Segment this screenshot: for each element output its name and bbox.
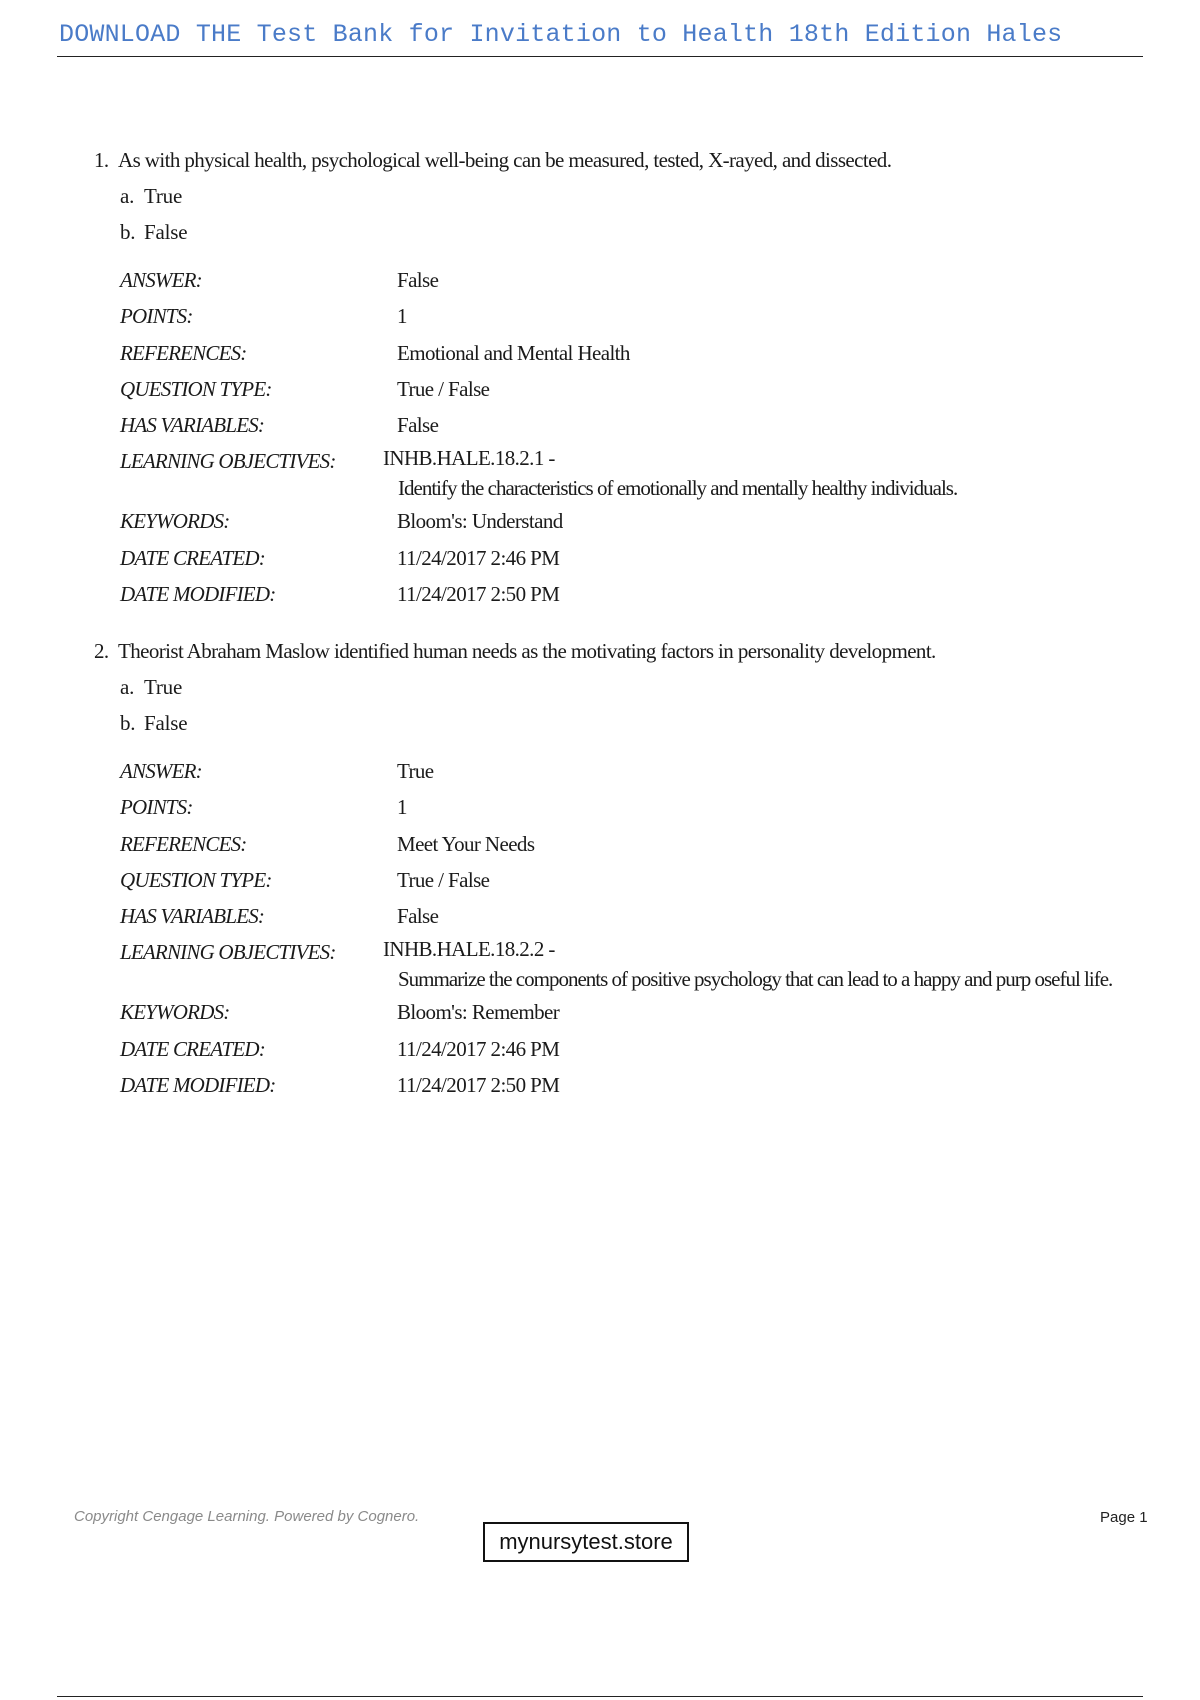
meta-label: REFERENCES: xyxy=(120,831,247,856)
question-metadata xyxy=(120,262,1154,612)
option-b xyxy=(120,705,1154,741)
meta-value: 1 xyxy=(397,795,407,820)
meta-label: ANSWER: xyxy=(120,268,202,292)
meta-value: Meet Your Needs xyxy=(397,831,535,856)
meta-label: QUESTION TYPE: xyxy=(120,867,272,892)
option-a xyxy=(120,669,1154,705)
meta-label: HAS VARIABLES: xyxy=(120,413,265,438)
question-number: 1. xyxy=(94,148,109,172)
answer-options xyxy=(120,669,1154,741)
meta-label: DATE CREATED: xyxy=(120,545,265,570)
site-watermark-badge[interactable]: mynursytest.store xyxy=(483,1522,689,1562)
meta-value: Bloom's: Remember xyxy=(397,1000,560,1025)
meta-value: 11/24/2017 2:46 PM xyxy=(397,1036,560,1061)
option-text: True xyxy=(144,184,183,208)
option-text: False xyxy=(144,711,188,735)
question-stem xyxy=(94,637,1154,665)
meta-label: ANSWER: xyxy=(120,759,202,783)
header-divider xyxy=(57,56,1143,57)
meta-value: True / False xyxy=(397,867,490,892)
meta-keywords xyxy=(120,503,1154,539)
objective-code: INHB.HALE.18.2.1 - xyxy=(383,446,555,471)
meta-value: True xyxy=(397,759,434,783)
page-number: Page 1 xyxy=(1100,1509,1148,1526)
meta-value: False xyxy=(397,413,439,438)
meta-points xyxy=(120,298,1154,334)
option-a xyxy=(120,178,1154,214)
meta-value: Emotional and Mental Health xyxy=(397,340,630,365)
option-b xyxy=(120,214,1154,250)
meta-learning-objectives xyxy=(120,443,1154,503)
meta-date-created xyxy=(120,540,1154,576)
question-text: As with physical health, psychological well-being can be measured, tested, X-rayed, and dissected. xyxy=(118,148,892,172)
meta-value: 11/24/2017 2:50 PM xyxy=(397,582,560,607)
question-text: Theorist Abraham Maslow identified human needs as the motivating factors in personality development. xyxy=(118,639,936,663)
meta-value: Bloom's: Understand xyxy=(397,509,563,534)
meta-label: LEARNING OBJECTIVES: xyxy=(120,449,336,474)
meta-learning-objectives xyxy=(120,934,1154,994)
meta-references xyxy=(120,826,1154,862)
question-2 xyxy=(94,637,1154,1103)
objective-text: Identify the characteristics of emotionally and mentally healthy individuals. xyxy=(398,476,958,501)
question-1 xyxy=(94,146,1154,612)
question-metadata xyxy=(120,753,1154,1103)
footer-divider xyxy=(57,1696,1143,1697)
option-letter: b. xyxy=(120,711,136,735)
meta-has-variables xyxy=(120,407,1154,443)
meta-label: POINTS: xyxy=(120,304,193,329)
meta-value: False xyxy=(397,904,439,929)
meta-label: HAS VARIABLES: xyxy=(120,904,265,929)
meta-keywords xyxy=(120,994,1154,1030)
meta-answer xyxy=(120,262,1154,298)
meta-question-type xyxy=(120,862,1154,898)
meta-value: 11/24/2017 2:50 PM xyxy=(397,1073,560,1098)
meta-value: False xyxy=(397,268,439,292)
question-stem xyxy=(94,146,1154,174)
meta-has-variables xyxy=(120,898,1154,934)
objective-code: INHB.HALE.18.2.2 - xyxy=(383,937,555,962)
meta-label: POINTS: xyxy=(120,795,193,820)
option-letter: a. xyxy=(120,184,135,208)
meta-points xyxy=(120,789,1154,825)
meta-label: DATE MODIFIED: xyxy=(120,1073,276,1098)
meta-label: KEYWORDS: xyxy=(120,509,230,534)
option-letter: a. xyxy=(120,675,135,699)
copyright-notice: Copyright Cengage Learning. Powered by Cognero. xyxy=(74,1508,420,1525)
meta-value xyxy=(383,934,1153,994)
meta-question-type xyxy=(120,371,1154,407)
meta-label: DATE CREATED: xyxy=(120,1036,265,1061)
answer-options xyxy=(120,178,1154,250)
meta-date-modified xyxy=(120,576,1154,612)
meta-references xyxy=(120,335,1154,371)
option-text: False xyxy=(144,220,188,244)
meta-value: 1 xyxy=(397,304,407,329)
meta-date-modified xyxy=(120,1067,1154,1103)
meta-value: 11/24/2017 2:46 PM xyxy=(397,545,560,570)
meta-value xyxy=(383,443,957,503)
option-text: True xyxy=(144,675,183,699)
objective-text: Summarize the components of positive psychology that can lead to a happy and purp oseful life. xyxy=(398,967,1113,992)
meta-date-created xyxy=(120,1031,1154,1067)
option-letter: b. xyxy=(120,220,136,244)
meta-label: DATE MODIFIED: xyxy=(120,582,276,607)
meta-value: True / False xyxy=(397,376,490,401)
download-link[interactable]: DOWNLOAD THE Test Bank for Invitation to Health 18th Edition Hales xyxy=(59,20,1063,49)
meta-label: REFERENCES: xyxy=(120,340,247,365)
meta-label: QUESTION TYPE: xyxy=(120,376,272,401)
meta-label: LEARNING OBJECTIVES: xyxy=(120,940,336,965)
question-number: 2. xyxy=(94,639,109,663)
meta-label: KEYWORDS: xyxy=(120,1000,230,1025)
meta-answer xyxy=(120,753,1154,789)
